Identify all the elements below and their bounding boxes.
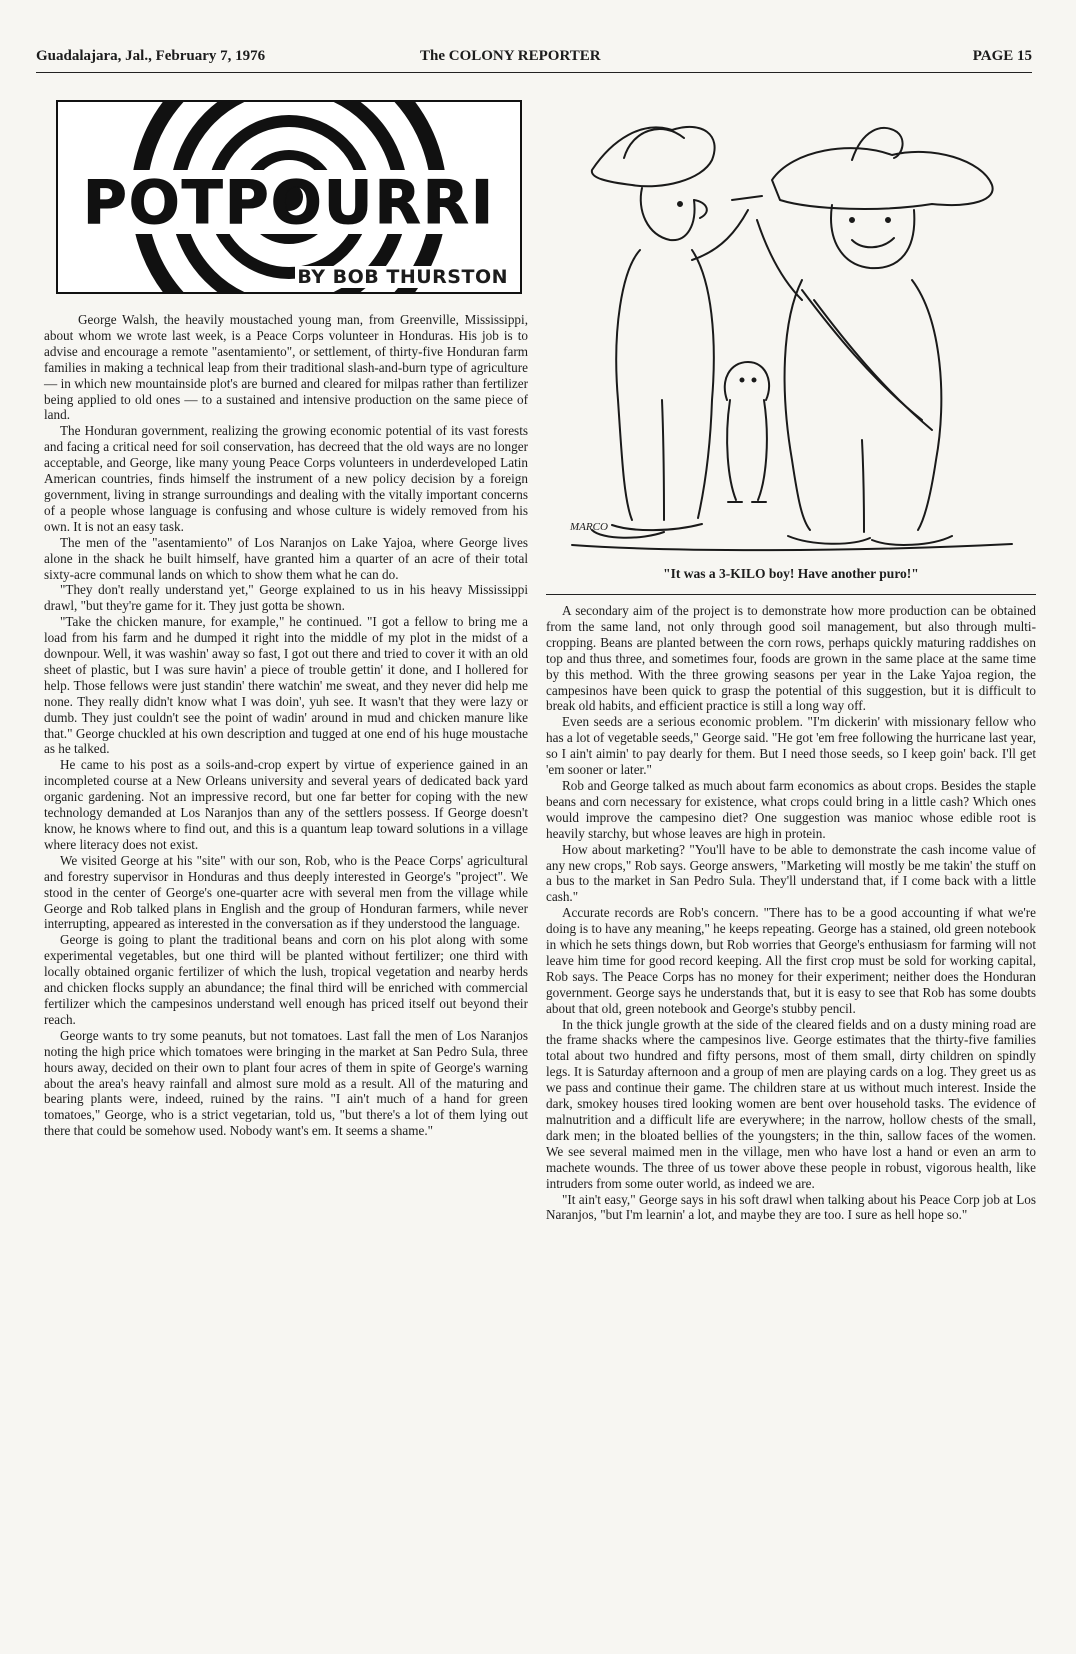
paragraph: How about marketing? "You'll have to be able to demonstrate the cash income value of any new crops," Rob says. George answers, "Marketing will mostly be me takin' the stuff on a bus to the market in San Pedro Sula. They'll understand that, if I come back with a little cash." bbox=[546, 841, 1036, 905]
column-byline: BY BOB THURSTON bbox=[297, 266, 508, 288]
masthead-page-number: PAGE 15 bbox=[972, 48, 1032, 64]
paragraph: George wants to try some peanuts, but not tomatoes. Last fall the men of Los Naranjos noting the high price which tomatoes were bringing in the market at San Pedro Sula, three hours away, decided on their own to plant four acres of them in spite of George's warning about the area's heavy rainfall and almost sure mold as a result. All of the maturing and bearing plants were, indeed, ruined by the rains. "I ain't much of a hand for green tomatoes," George, who is a strict vegetarian, told us, "but there's a lot of them lying out there that could be somehow used. Nobody want's em. It seems a shame." bbox=[44, 1027, 528, 1139]
paragraph: George Walsh, the heavily moustached young man, from Greenville, Mississippi, about whom we wrote last week, is a Peace Corps volunteer in Honduras. His job is to advise and encourage a remote "asentamiento", or settlement, of thirty-five Honduran farm families in making a technical leap from their traditional slash-and-burn type of agriculture — in which new mountainside plot's are burned and cleared for milpas rather than fertilizer being applied to old ones — to a sustained and intensive production on the same piece of land. bbox=[44, 312, 528, 423]
left-column bbox=[44, 100, 528, 1139]
paragraph: He came to his post as a soils-and-crop expert by virtue of experience gained in an incompleted course at a New Orleans university and several years of dedicated back yard organic gardening. Not an impressive record, but one far better for coping with the new technology demanded at Los Naranjos than any of the settlers possess. If George doesn't know, he knows where to find out, and this is a quantum leap toward solutions in a village where literacy does not exist. bbox=[44, 757, 528, 852]
artist-signature: MARCO bbox=[570, 521, 608, 533]
column-title: POTPOURRI bbox=[82, 168, 496, 238]
masthead-paper-name: The COLONY REPORTER bbox=[420, 48, 601, 64]
article-left-text bbox=[44, 312, 528, 1139]
paragraph: A secondary aim of the project is to demonstrate how more production can be obtained from the same land, not only through good soil management, but also through multi-cropping. Beans are planted between the corn rows, perhaps quickly maturing raddishes on top and thus three, and sometimes four, foods are grown in the same place at the same time by this method. With the three growing seasons per year in the Lake Yajoa region, the campesinos have been quick to grasp the potential of this suggestion, but it is difficult to break old habits, and efficient practice is still a long way off. bbox=[546, 603, 1036, 714]
paragraph: George is going to plant the traditional beans and corn on his plot along with some experimental vegetables, but one third will be planted without fertilizer; one third with locally obtained organic fertilizer of which the lush, tropical vegetation and nearby herds and chicken flocks supply an abundance; the final third will be enriched with commercial fertilizer which the campesinos understand well enough has priced itself out beyond their reach. bbox=[44, 932, 528, 1027]
paragraph: We visited George at his "site" with our son, Rob, who is the Peace Corps' agricultural and forestry supervisor in Honduras and thus deeply interested in George's "project". We stood in the center of George's one-quarter acre with several men from the village while George and Rob talked plans in English and the group of Honduran farmers, while never interrupting, appeared as interested in the conversation as if they understood the language. bbox=[44, 852, 528, 932]
masthead bbox=[36, 46, 1032, 73]
cartoon-illustration bbox=[552, 100, 1032, 552]
cartoon-caption: "It was a 3-KILO boy! Have another puro!" bbox=[663, 566, 919, 581]
right-column bbox=[546, 100, 1036, 1223]
potpourri-logo bbox=[56, 100, 522, 294]
paragraph: "They don't really understand yet," George explained to us in his heavy Mississippi drawl, "but they're game for it. They just gotta be shown. bbox=[44, 582, 528, 614]
paragraph: "It ain't easy," George says in his soft drawl when talking about his Peace Corp job at Los Naranjos, "but I'm learnin' a lot, and maybe they are too. I sure as hell hope so." bbox=[546, 1191, 1036, 1223]
paragraph: Even seeds are a serious economic problem. "I'm dickerin' with missionary fellow who has a lot of vegetable seeds," George said. "He got 'em free following the hurricane last year, so I ain't aimin' to pay dearly for them. But I need those seeds, so I keep goin' back. I'll get 'em sooner or later." bbox=[546, 714, 1036, 778]
divider bbox=[546, 594, 1036, 595]
paragraph: "Take the chicken manure, for example," he continued. "I got a fellow to bring me a load from his farm and he dumped it right into the middle of my plot in the midst of a downpour. Well, it was washin' away so fast, I got out there and tried to cover it with an old sheet of plastic, but I was sure havin' a piece of trouble gettin' it done, and I hollered for help. Those fellows were just standin' there watchin' me sweat, and they never did help me none. They really didn't know what I was doin', yuh see. It wasn't that they were lazy or dumb. They just couldn't see the point of wadin' around in mud and chicken manure like that." George chuckled at his own description and tugged at one end of his huge moustache as he talked. bbox=[44, 614, 528, 757]
cartoon-drawing bbox=[552, 100, 1032, 552]
article-right-text bbox=[546, 603, 1036, 1223]
paragraph: The Honduran government, realizing the growing economic potential of its vast forests and facing a critical need for soil conservation, has decreed that the old ways are no longer acceptable, and George, like many young Peace Corps volunteers in underdeveloped Latin American countries, finds himself the instrument of a new policy decision by a foreign government, living in strange surroundings and dealing with the vitally important concerns of a people whose language is confusing and whose culture is widely removed from his own. It is not an easy task. bbox=[44, 423, 528, 534]
paragraph: The men of the "asentamiento" of Los Naranjos on Lake Yajoa, where George lives alone in the shack he built himself, have granted him a quarter of an acre of their total sixty-acre communal lands on which to show them what he can do. bbox=[44, 534, 528, 582]
paragraph: Accurate records are Rob's concern. "There has to be a good accounting if what we're doing is to have any meaning," he keeps repeating. George has a stained, old green notebook in which he sets things down, but Rob worries that George's enthusiasm for farming will not leave him time for good record keeping. All the first crop must be sold for working capital, Rob says. The Peace Corps has no money for their experiment; neither does the Honduran government. George says he understands that, but it is easy to see that Rob has some doubts about that old, green notebook and George's stubby pencil. bbox=[546, 905, 1036, 1016]
masthead-location-date: Guadalajara, Jal., February 7, 1976 bbox=[36, 48, 266, 64]
paragraph: In the thick jungle growth at the side of the cleared fields and on a dusty mining road are the frame shacks where the campesinos live. George estimates that the thirty-five families total about two hundred and fifty persons, most of them small, dirty children on spindly legs. It is Saturday afternoon and a group of men are playing cards on a log. They greet us as we pass and continue their game. The children stare at us without much interest. Inside the dark, smokey houses tired looking women are bent over household tasks. The evidence of malnutrition and a difficult life are everywhere; in the narrow, hollow chests of the small, dark men; in the bloated bellies of the youngsters; in the thin, sallow faces of the women. We see several maimed men in the village, men who have lost a hand or even an arm to machete wounds. The three of us tower above these people in robust, vigorous health, like intruders from some outer world, as indeed we are. bbox=[546, 1016, 1036, 1191]
paragraph: Rob and George talked as much about farm economics as about crops. Besides the staple beans and corn necessary for existence, what crops could bring in a little cash? Which ones would improve the campesino diet? One suggestion was manioc whose edible root is heavily starchy, but whose leaves are high in protein. bbox=[546, 777, 1036, 841]
